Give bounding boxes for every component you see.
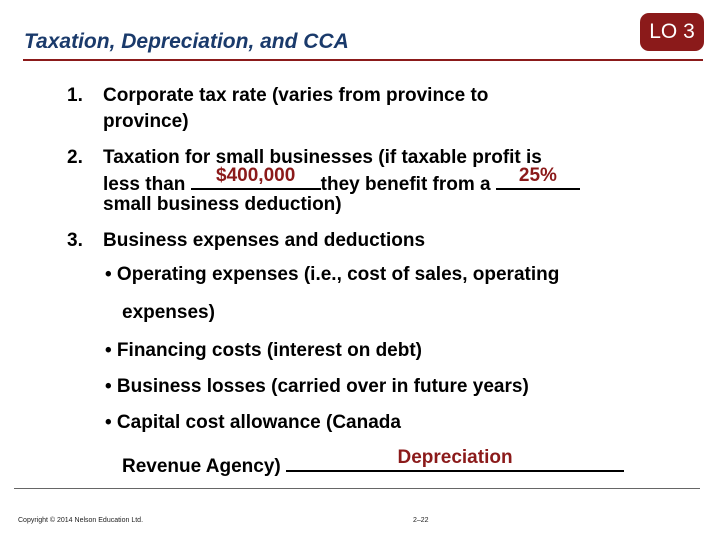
item-text-line1: Taxation for small businesses (if taxable profit is (103, 147, 542, 168)
bullet-business-losses: • Business losses (carried over in future years) (105, 376, 529, 397)
item-text-line3: small business deduction) (103, 194, 342, 215)
title-divider (23, 59, 703, 61)
item-number: 2. (67, 147, 83, 168)
slide-title: Taxation, Depreciation, and CCA (24, 30, 349, 53)
bullet-cca-cont (122, 447, 624, 478)
bullet-operating-expenses-cont: expenses) (122, 302, 215, 323)
footer-divider (14, 488, 700, 489)
bullet-capital-cost-allowance: • Capital cost allowance (Canada (105, 412, 401, 433)
fill-blank-rate (496, 165, 580, 190)
fill-blank-cca (286, 447, 624, 472)
cca-answer: Depreciation (397, 447, 513, 468)
line2-middle: they benefit from a (320, 174, 496, 195)
line2-prefix: less than (103, 174, 191, 195)
bullet-financing-costs: • Financing costs (interest on debt) (105, 340, 423, 361)
cca-cont-text: Revenue Agency) (122, 456, 287, 477)
rate-answer: 25% (518, 165, 557, 186)
item-number: 3. (67, 230, 83, 251)
copyright-notice: Copyright © 2014 Nelson Education Ltd. (18, 517, 144, 524)
learning-objective-badge: LO 3 (640, 13, 704, 51)
item-text-line2: province) (103, 111, 189, 132)
bullet-operating-expenses: • Operating expenses (i.e., cost of sales, operating (105, 264, 560, 285)
page-number: 2–22 (413, 517, 429, 524)
item-text-line1: Corporate tax rate (varies from province to (103, 85, 489, 106)
fill-blank-threshold (191, 165, 321, 190)
item-number: 1. (67, 85, 83, 106)
threshold-answer: $400,000 (216, 165, 296, 186)
item-text-line1: Business expenses and deductions (103, 230, 426, 251)
